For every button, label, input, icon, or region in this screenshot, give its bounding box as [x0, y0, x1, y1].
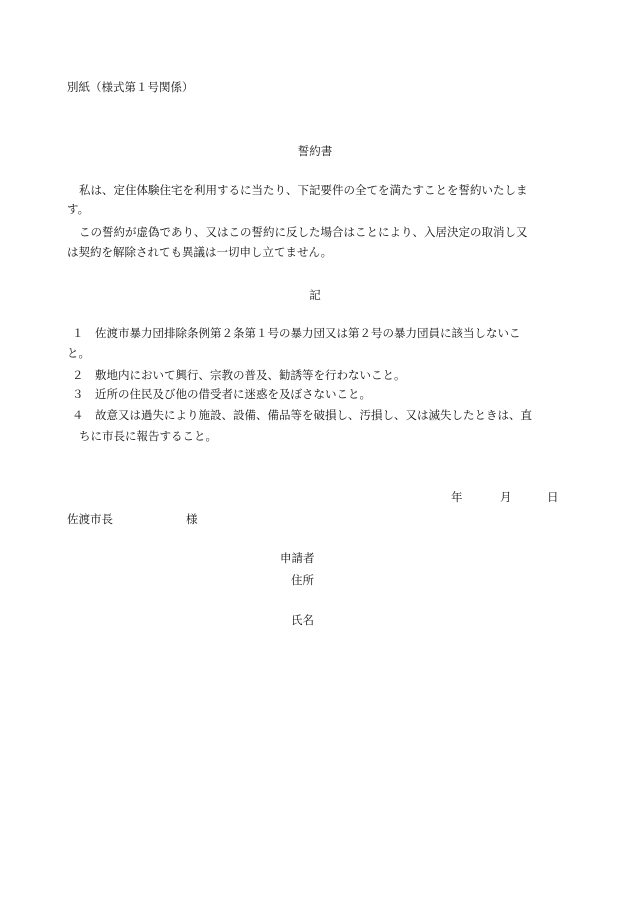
addressee-honorific: 様: [186, 512, 198, 526]
document-title: 誓約書: [297, 144, 333, 158]
paragraph1-line1: 私は、定住体験住宅を利用するに当たり、下記要件の全てを満たすことを誓約いたしま: [79, 183, 528, 197]
item-text: 敷地内において興行、宗教の普及、勧誘等を行わないこと。: [95, 368, 406, 382]
paragraph2-line1: この誓約が虚偽であり、又はこの誓約に反した場合はことにより、入居決定の取消し又: [79, 225, 528, 239]
applicant-name-label: 氏名: [291, 613, 314, 627]
item-number: ３: [72, 387, 84, 401]
item-text: 佐渡市暴力団排除条例第２条第１号の暴力団又は第２号の暴力団員に該当しないこ: [95, 326, 521, 340]
paragraph1-line2: す。: [67, 202, 90, 216]
item-number: ４: [72, 408, 84, 422]
date-day: 日: [547, 490, 559, 504]
attachment-label: 別紙（様式第１号関係）: [67, 80, 194, 94]
date-month: 月: [500, 490, 512, 504]
item-text: 故意又は過失により施設、設備、備品等を破損し、汚損し、又は滅失したときは、直: [95, 408, 532, 422]
paragraph2-line2: は契約を解除されても異議は一切申し立てません。: [67, 245, 333, 259]
ki-heading: 記: [309, 288, 321, 302]
item-number: ２: [72, 368, 84, 382]
addressee-name: 佐渡市長: [67, 512, 113, 526]
date-year: 年: [451, 490, 463, 504]
item-text-continued: ちに市長に報告すること。: [79, 429, 217, 443]
applicant-label: 申請者: [280, 551, 315, 565]
item-number: １: [72, 326, 84, 340]
applicant-address-label: 住所: [291, 573, 314, 587]
item-text: 近所の住民及び他の借受者に迷惑を及ぼさないこと。: [95, 387, 371, 401]
item-text-continued: と。: [67, 346, 90, 360]
